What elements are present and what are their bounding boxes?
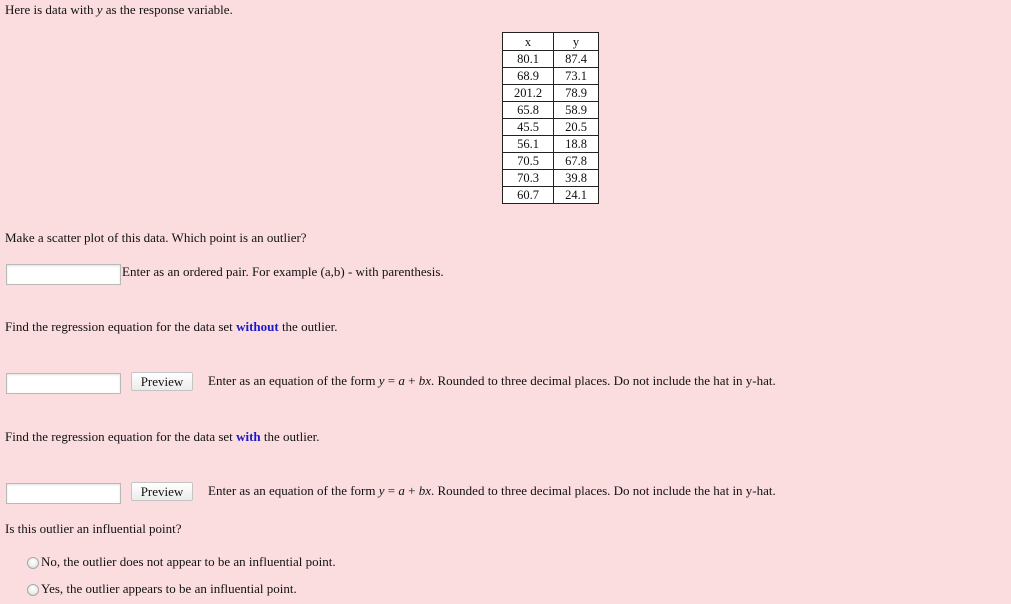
cell-y: 24.1 — [554, 187, 599, 204]
equation-hint-bx: bx — [418, 483, 431, 498]
equation-hint-equals: = — [384, 373, 399, 388]
equation-hint-post: . Rounded to three decimal places. Do not include the hat in y-hat. — [431, 373, 776, 388]
equation-hint-plus: + — [404, 373, 419, 388]
intro-prefix: Here is data with — [5, 2, 97, 17]
outlier-answer-input[interactable] — [6, 264, 121, 285]
intro-variable: y — [96, 2, 103, 17]
intro-text — [5, 2, 233, 18]
cell-y: 18.8 — [554, 136, 599, 153]
column-header-y: y — [554, 33, 599, 51]
equation-hint-a: a — [398, 373, 405, 388]
question-regression-without-post: the outlier. — [278, 319, 338, 334]
cell-x: 201.2 — [503, 85, 554, 102]
cell-x: 60.7 — [503, 187, 554, 204]
table-row — [503, 68, 599, 85]
table-row — [503, 119, 599, 136]
table-row — [503, 51, 599, 68]
equation-format-hint — [208, 373, 776, 389]
table-row — [503, 170, 599, 187]
cell-x: 80.1 — [503, 51, 554, 68]
equation-hint-pre: Enter as an equation of the form — [208, 483, 379, 498]
table-row — [503, 187, 599, 204]
table-row — [503, 102, 599, 119]
equation-hint-pre: Enter as an equation of the form — [208, 373, 379, 388]
table-row — [503, 136, 599, 153]
equation-hint-equals: = — [384, 483, 399, 498]
radio-label-no: No, the outlier does not appear to be an influential point. — [41, 554, 336, 569]
data-table — [502, 32, 599, 204]
cell-y: 20.5 — [554, 119, 599, 136]
ordered-pair-hint: Enter as an ordered pair. For example (a,b) - with parenthesis. — [122, 264, 444, 279]
cell-y: 87.4 — [554, 51, 599, 68]
question-outlier: Make a scatter plot of this data. Which point is an outlier? — [5, 230, 307, 245]
cell-y: 39.8 — [554, 170, 599, 187]
intro-suffix: as the response variable. — [102, 2, 233, 17]
equation-hint-post: . Rounded to three decimal places. Do not include the hat in y-hat. — [431, 483, 776, 498]
column-header-x: x — [503, 33, 554, 51]
radio-label-yes: Yes, the outlier appears to be an influential point. — [41, 581, 297, 596]
emphasis-with: with — [236, 429, 261, 444]
question-regression-with-pre: Find the regression equation for the data set — [5, 429, 237, 444]
table-row — [503, 85, 599, 102]
question-regression-with-post: the outlier. — [260, 429, 320, 444]
regression-with-input[interactable] — [6, 483, 121, 504]
question-regression-without-pre: Find the regression equation for the data set — [5, 319, 237, 334]
cell-x: 45.5 — [503, 119, 554, 136]
radio-option-no[interactable] — [27, 557, 39, 569]
question-regression-with — [5, 429, 319, 445]
table-header-row — [503, 33, 599, 51]
emphasis-without: without — [236, 319, 279, 334]
cell-y: 58.9 — [554, 102, 599, 119]
regression-without-input[interactable] — [6, 373, 121, 394]
cell-x: 70.5 — [503, 153, 554, 170]
equation-hint-plus: + — [404, 483, 419, 498]
question-influential: Is this outlier an influential point? — [5, 521, 182, 536]
equation-hint-y: y — [378, 373, 385, 388]
cell-x: 65.8 — [503, 102, 554, 119]
equation-hint-a: a — [398, 483, 405, 498]
question-regression-without — [5, 319, 338, 335]
equation-hint-bx: bx — [418, 373, 431, 388]
preview-button-without[interactable]: Preview — [131, 372, 193, 391]
equation-hint-y: y — [378, 483, 385, 498]
cell-x: 70.3 — [503, 170, 554, 187]
table-row — [503, 153, 599, 170]
preview-button-with[interactable]: Preview — [131, 482, 193, 501]
equation-format-hint — [208, 483, 776, 499]
cell-y: 67.8 — [554, 153, 599, 170]
cell-y: 73.1 — [554, 68, 599, 85]
cell-y: 78.9 — [554, 85, 599, 102]
cell-x: 56.1 — [503, 136, 554, 153]
cell-x: 68.9 — [503, 68, 554, 85]
radio-option-yes[interactable] — [27, 584, 39, 596]
